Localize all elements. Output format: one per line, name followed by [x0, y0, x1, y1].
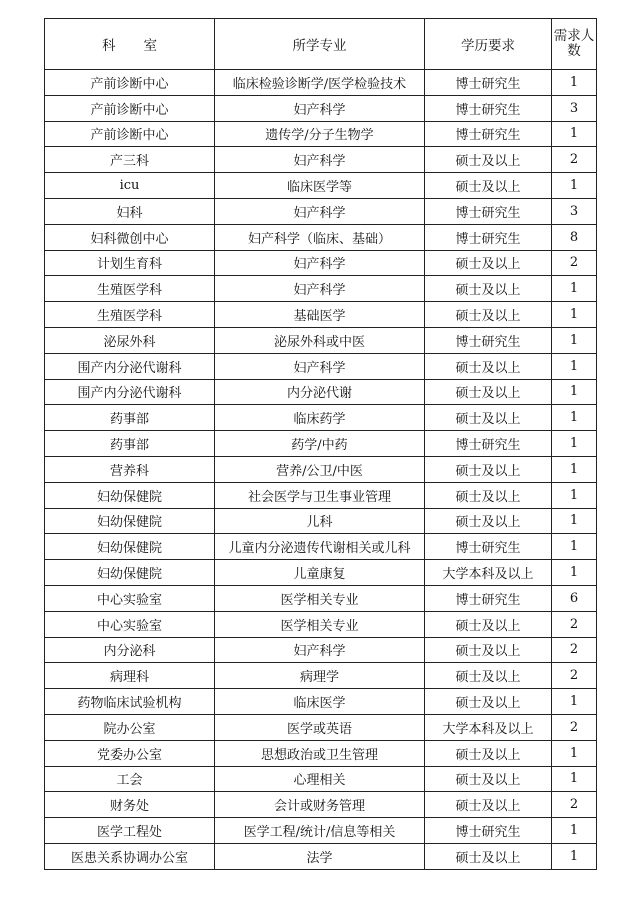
cell-department: 产前诊断中心: [45, 95, 215, 121]
cell-department: 妇科: [45, 198, 215, 224]
cell-education: 硕士及以上: [425, 482, 552, 508]
cell-department: 医学工程处: [45, 818, 215, 844]
header-count: 需求人数: [552, 19, 597, 70]
table-row: [45, 766, 597, 792]
cell-department: 医患关系协调办公室: [45, 843, 215, 869]
cell-education: 博士研究生: [425, 585, 552, 611]
cell-department: 党委办公室: [45, 740, 215, 766]
cell-count: 1: [552, 843, 597, 869]
cell-major: 会计或财务管理: [215, 792, 425, 818]
table-header: [45, 19, 597, 70]
table-row: [45, 353, 597, 379]
cell-education: 硕士及以上: [425, 147, 552, 173]
cell-education: 硕士及以上: [425, 250, 552, 276]
cell-major: 医学相关专业: [215, 611, 425, 637]
cell-education: 博士研究生: [425, 534, 552, 560]
cell-education: 硕士及以上: [425, 379, 552, 405]
cell-major: 妇产科学: [215, 198, 425, 224]
cell-education: 硕士及以上: [425, 611, 552, 637]
cell-major: 儿童康复: [215, 560, 425, 586]
cell-count: 1: [552, 173, 597, 199]
cell-department: 围产内分泌代谢科: [45, 353, 215, 379]
cell-major: 内分泌代谢: [215, 379, 425, 405]
cell-count: 1: [552, 689, 597, 715]
cell-education: 博士研究生: [425, 70, 552, 96]
table-row: [45, 611, 597, 637]
cell-major: 医学工程/统计/信息等相关: [215, 818, 425, 844]
cell-department: 产三科: [45, 147, 215, 173]
cell-department: 生殖医学科: [45, 276, 215, 302]
cell-department: 中心实验室: [45, 585, 215, 611]
table-row: [45, 327, 597, 353]
cell-major: 营养/公卫/中医: [215, 456, 425, 482]
cell-count: 1: [552, 456, 597, 482]
cell-department: 病理科: [45, 663, 215, 689]
table-row: [45, 585, 597, 611]
header-major: 所学专业: [215, 19, 425, 70]
cell-education: 硕士及以上: [425, 276, 552, 302]
cell-count: 1: [552, 276, 597, 302]
recruitment-table: [44, 18, 597, 870]
cell-department: 妇幼保健院: [45, 482, 215, 508]
cell-education: 博士研究生: [425, 327, 552, 353]
cell-major: 儿科: [215, 508, 425, 534]
cell-major: 病理学: [215, 663, 425, 689]
cell-major: 临床医学等: [215, 173, 425, 199]
table-row: [45, 224, 597, 250]
cell-count: 2: [552, 663, 597, 689]
cell-count: 1: [552, 534, 597, 560]
cell-department: 院办公室: [45, 714, 215, 740]
cell-count: 1: [552, 560, 597, 586]
cell-education: 博士研究生: [425, 224, 552, 250]
cell-department: 内分泌科: [45, 637, 215, 663]
recruitment-table-container: [44, 18, 597, 870]
cell-education: 硕士及以上: [425, 740, 552, 766]
cell-major: 妇产科学（临床、基础）: [215, 224, 425, 250]
cell-education: 硕士及以上: [425, 843, 552, 869]
cell-department: 生殖医学科: [45, 302, 215, 328]
cell-count: 1: [552, 379, 597, 405]
cell-department: 产前诊断中心: [45, 70, 215, 96]
cell-department: 围产内分泌代谢科: [45, 379, 215, 405]
cell-education: 硕士及以上: [425, 663, 552, 689]
cell-department: 药物临床试验机构: [45, 689, 215, 715]
cell-major: 思想政治或卫生管理: [215, 740, 425, 766]
cell-major: 临床药学: [215, 405, 425, 431]
cell-major: 妇产科学: [215, 250, 425, 276]
header-row: [45, 19, 597, 70]
cell-count: 1: [552, 405, 597, 431]
cell-count: 1: [552, 766, 597, 792]
table-row: [45, 689, 597, 715]
cell-education: 博士研究生: [425, 818, 552, 844]
cell-count: 1: [552, 482, 597, 508]
cell-education: 博士研究生: [425, 121, 552, 147]
cell-major: 妇产科学: [215, 147, 425, 173]
cell-count: 1: [552, 121, 597, 147]
table-row: [45, 173, 597, 199]
table-row: [45, 637, 597, 663]
cell-major: 泌尿外科或中医: [215, 327, 425, 353]
cell-major: 心理相关: [215, 766, 425, 792]
table-row: [45, 95, 597, 121]
cell-education: 硕士及以上: [425, 405, 552, 431]
cell-education: 大学本科及以上: [425, 560, 552, 586]
table-row: [45, 431, 597, 457]
table-row: [45, 121, 597, 147]
cell-major: 遗传学/分子生物学: [215, 121, 425, 147]
cell-count: 1: [552, 70, 597, 96]
cell-count: 1: [552, 818, 597, 844]
cell-education: 硕士及以上: [425, 353, 552, 379]
cell-department: 产前诊断中心: [45, 121, 215, 147]
cell-department: 中心实验室: [45, 611, 215, 637]
cell-education: 博士研究生: [425, 198, 552, 224]
cell-department: 妇科微创中心: [45, 224, 215, 250]
table-row: [45, 302, 597, 328]
cell-major: 法学: [215, 843, 425, 869]
cell-major: 医学相关专业: [215, 585, 425, 611]
cell-education: 硕士及以上: [425, 456, 552, 482]
table-row: [45, 147, 597, 173]
cell-department: 计划生育科: [45, 250, 215, 276]
cell-department: 妇幼保健院: [45, 534, 215, 560]
cell-department: 财务处: [45, 792, 215, 818]
table-row: [45, 482, 597, 508]
cell-count: 1: [552, 302, 597, 328]
cell-major: 临床医学: [215, 689, 425, 715]
cell-major: 妇产科学: [215, 637, 425, 663]
cell-count: 6: [552, 585, 597, 611]
cell-education: 博士研究生: [425, 431, 552, 457]
header-department: 科室: [45, 19, 215, 70]
cell-major: 临床检验诊断学/医学检验技术: [215, 70, 425, 96]
cell-education: 硕士及以上: [425, 508, 552, 534]
cell-count: 3: [552, 198, 597, 224]
cell-education: 硕士及以上: [425, 637, 552, 663]
cell-department: 妇幼保健院: [45, 560, 215, 586]
cell-education: 硕士及以上: [425, 792, 552, 818]
table-row: [45, 740, 597, 766]
cell-major: 药学/中药: [215, 431, 425, 457]
table-row: [45, 250, 597, 276]
table-body: [45, 70, 597, 870]
cell-count: 1: [552, 327, 597, 353]
cell-education: 博士研究生: [425, 95, 552, 121]
cell-education: 硕士及以上: [425, 173, 552, 199]
table-row: [45, 663, 597, 689]
cell-count: 2: [552, 611, 597, 637]
cell-major: 基础医学: [215, 302, 425, 328]
cell-count: 2: [552, 250, 597, 276]
cell-count: 2: [552, 792, 597, 818]
cell-count: 1: [552, 353, 597, 379]
cell-department: icu: [45, 173, 215, 199]
cell-department: 妇幼保健院: [45, 508, 215, 534]
cell-major: 妇产科学: [215, 95, 425, 121]
cell-department: 药事部: [45, 405, 215, 431]
table-row: [45, 379, 597, 405]
cell-department: 工会: [45, 766, 215, 792]
cell-count: 1: [552, 431, 597, 457]
table-row: [45, 792, 597, 818]
table-row: [45, 818, 597, 844]
table-row: [45, 560, 597, 586]
table-row: [45, 714, 597, 740]
cell-count: 3: [552, 95, 597, 121]
cell-count: 2: [552, 147, 597, 173]
table-row: [45, 508, 597, 534]
cell-education: 硕士及以上: [425, 766, 552, 792]
cell-department: 泌尿外科: [45, 327, 215, 353]
cell-major: 妇产科学: [215, 276, 425, 302]
cell-education: 硕士及以上: [425, 302, 552, 328]
cell-count: 2: [552, 637, 597, 663]
table-row: [45, 405, 597, 431]
header-education: 学历要求: [425, 19, 552, 70]
cell-major: 社会医学与卫生事业管理: [215, 482, 425, 508]
table-row: [45, 70, 597, 96]
cell-major: 医学或英语: [215, 714, 425, 740]
cell-count: 2: [552, 714, 597, 740]
table-row: [45, 843, 597, 869]
table-row: [45, 534, 597, 560]
cell-department: 营养科: [45, 456, 215, 482]
table-row: [45, 456, 597, 482]
cell-education: 硕士及以上: [425, 689, 552, 715]
cell-education: 大学本科及以上: [425, 714, 552, 740]
table-row: [45, 276, 597, 302]
cell-count: 1: [552, 740, 597, 766]
cell-department: 药事部: [45, 431, 215, 457]
cell-major: 妇产科学: [215, 353, 425, 379]
cell-major: 儿童内分泌遗传代谢相关或儿科: [215, 534, 425, 560]
cell-count: 8: [552, 224, 597, 250]
cell-count: 1: [552, 508, 597, 534]
table-row: [45, 198, 597, 224]
